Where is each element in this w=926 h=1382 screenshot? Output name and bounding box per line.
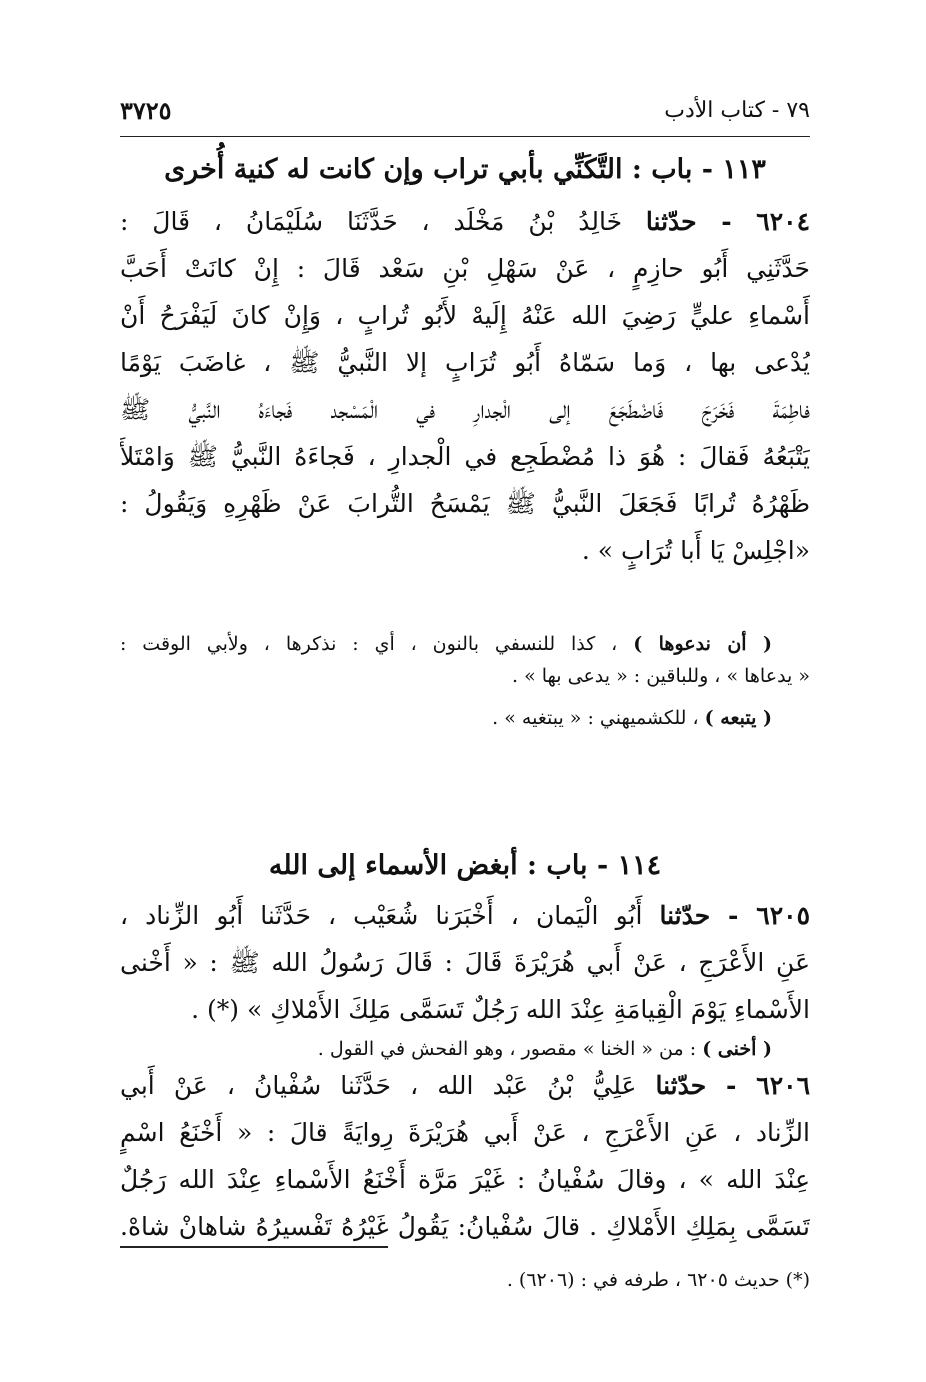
header-rule xyxy=(120,136,810,137)
hadith-line: تَسَمَّى بِمَلِكِ الأَمْلاكِ . قالَ سُفْيانُ: يَقُولُ غَيْرُهُ تَفْسيرُهُ شاهانْ شاهْ. xyxy=(120,1212,810,1241)
commentary-line: ( أن ندعوها ) ، كذا للنسفي بالنون ، أي : نذكرها ، ولأبي الوقت : xyxy=(120,633,772,655)
footnote: (*) حديث ٦٢٠٥ ، طرفه في : (٦٢٠٦) . xyxy=(506,1269,810,1291)
commentary-line: « يدعاها » ، وللباقين : « يدعى بها » . xyxy=(512,665,810,687)
chapter-heading-113: ١١٣ - باب : التَّكَنِّي بأبي تراب وإن كانت له كنية أُخرى xyxy=(164,154,766,185)
hadith-number: ٦٢٠٦ - حدّثنا xyxy=(655,1071,810,1100)
hadith-line: عِنْدَ الله » ، وقالَ سُفْيانُ : غَيْرَ مَرَّة أَخْنَعُ الأَسْماءِ عِنْدَ الله رَجُلٌ xyxy=(120,1165,810,1194)
hadith-6206 xyxy=(120,1062,810,1250)
commentary-line: ( يتبعه ) ، للكشميهني : « يبتغيه » . xyxy=(492,707,772,729)
hadith-line: يُدْعى بها ، وَما سَمّاهُ أَبُو تُرَابٍ إلا النَّبيُّ ﷺ ، غاضَبَ يَوْمًا xyxy=(120,348,810,377)
page-header xyxy=(120,94,810,126)
hadith-line: فاطِمَةَ فَخَرَجَ فَاضْطَجَعَ إلى الْجدارِ في الْمَسْجد فَجاءَهُ النَّبيُّ ﷺ xyxy=(120,395,810,424)
hadith-6204 xyxy=(120,198,810,574)
hadith-line: عَنِ الأَعْرَجِ ، عَنْ أَبي هُرَيْرَةَ قَالَ : قَالَ رَسُولُ الله ﷺ : « أَخْنى xyxy=(120,948,810,977)
hadith-number: ٦٢٠٥ - حدّثنا xyxy=(659,901,810,930)
hadith-6205 xyxy=(120,892,810,1065)
hadith-line: الأَسْماءِ يَوْمَ الْقِيامَةِ عِنْدَ الله رَجُلٌ تَسَمَّى مَلِكَ الأَمْلاكِ » (*) . xyxy=(191,995,810,1024)
hadith-line: ٦٢٠٦ - حدّثنا عَلِيُّ بْنُ عَبْد الله ، حَدَّثَنا سُفْيانُ ، عَنْ أَبي xyxy=(120,1071,810,1100)
hadith-line: أَسْماءِ عليٍّ رَضِيَ الله عَنْهُ إِلَيهْ لأَبُو تُرابٍ ، وَإِنْ كانَ لَيَفْرَحُ أَنْ xyxy=(120,301,810,330)
commentary-line: ( أخنى ) : من « الخنا » مقصور ، وهو الفحش في القول . xyxy=(317,1038,772,1060)
hadith-line: حَدَّثَنِي أَبُو حازِمٍ ، عَنْ سَهْلِ بْنِ سَعْد قَالَ : إِنْ كانَتْ أَحَبَّ xyxy=(120,254,810,283)
hadith-line: «اجْلِسْ يَا أَبا تُرَابٍ » . xyxy=(581,536,810,565)
book-page xyxy=(120,80,810,1320)
hadith-line: ٦٢٠٤ - حدّثنا خَالِدُ بْنُ مَخْلَد ، حَدَّثَنَا سُلَيْمَانُ ، قَالَ : xyxy=(120,207,810,236)
hadith-line: ٦٢٠٥ - حدّثنا أَبُو الْيَمان ، أَخْبَرَنا شُعَيْب ، حَدَّثَنا أَبُو الزِّناد ، xyxy=(120,901,810,930)
footnote-rule xyxy=(120,1246,388,1248)
hadith-line: الزِّناد ، عَنِ الأَعْرَجِ ، عَنْ أَبي هُرَيْرَةَ رِوايَةً قالَ : « أَخْنَعُ اسْمٍ xyxy=(120,1118,810,1147)
commentary-6204 xyxy=(120,628,810,734)
hadith-line: ظَهْرُهُ تُرابًا فَجَعَلَ النَّبيُّ ﷺ يَمْسَحُ التُّرابَ عَنْ ظَهْرِهِ وَيَقُولُ : xyxy=(120,489,810,518)
page-number: ٣٧٢٥ xyxy=(120,95,172,125)
running-title: ٧٩ - كتاب الأدب xyxy=(664,97,810,123)
hadith-line: يَتْبَعُهُ فَقالَ : هُوَ ذا مُضْطَجِع في الْجدارِ ، فَجاءَهُ النَّبيُّ ﷺ وَامْتَلأَ xyxy=(120,442,810,471)
chapter-heading-114: ١١٤ - باب : أبغض الأسماء إلى الله xyxy=(268,850,662,881)
hadith-number: ٦٢٠٤ - حدّثنا xyxy=(645,207,810,236)
